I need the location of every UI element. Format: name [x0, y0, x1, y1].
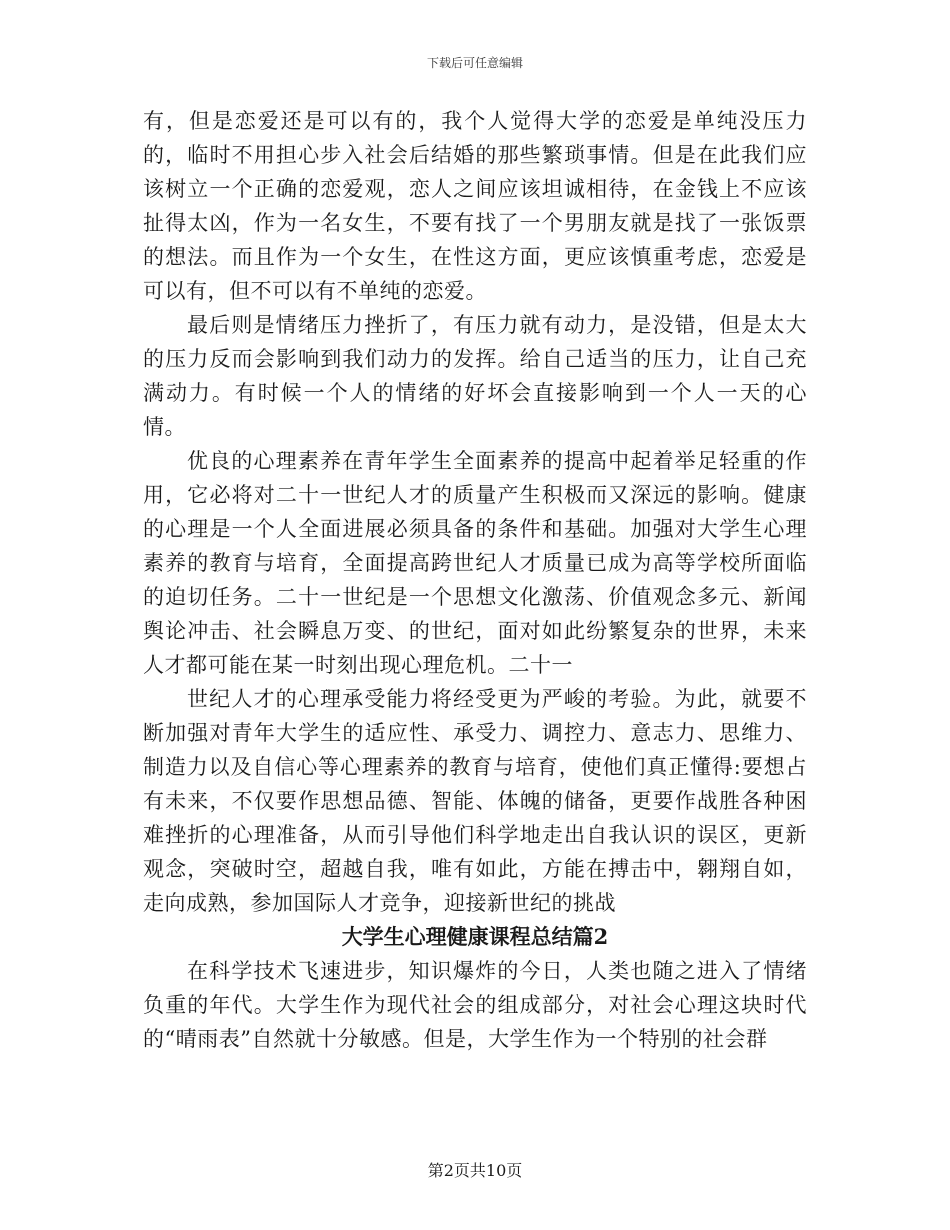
paragraph-love: 有，但是恋爱还是可以有的，我个人觉得大学的恋爱是单纯没压力的，临时不用担心步入社会后结婚的那些繁琐事情。但是在此我们应该树立一个正确的恋爱观，恋人之间应该坦诚相待，在金钱上不应该扯得太凶，作为一名女生，不要有找了一个男朋友就是找了一张饭票的想法。而且作为一个女生，在性这方面，更应该慎重考虑，恋爱是可以有，但不可以有不单纯的恋爱。 [143, 109, 807, 303]
section-title: 大学生心理健康课程总结篇2 [341, 924, 609, 949]
paragraph-century-talent: 世纪人才的心理承受能力将经受更为严峻的考验。为此，就要不断加强对青年大学生的适应性、承受力、调控力、意志力、思维力、制造力以及自信心等心理素养的教育与培育，使他们真正懂得:要想占有未来，不仅要作思想品德、智能、体魄的储备，更要作战胜各种困难挫折的心理准备，从而引导他们科学地走出自我认识的误区，更新观念，突破时空，超越自我，唯有如此，方能在搏击中，翱翔自如，走向成熟，参加国际人才竞争，迎接新世纪的挑战 [143, 687, 807, 915]
paragraph-emotional-pressure: 最后则是情绪压力挫折了，有压力就有动力，是没错，但是太大的压力反而会影响到我们动力的发挥。给自己适当的压力，让自己充满动力。有时候一个人的情绪的好坏会直接影响到一个人一天的心情。 [143, 313, 807, 439]
page-header: 下载后可任意编辑 [426, 56, 523, 70]
paragraph-psychological-quality: 优良的心理素养在青年学生全面素养的提高中起着举足轻重的作用，它必将对二十一世纪人才的质量产生积极而又深远的影响。健康的心理是一个人全面进展必须具备的条件和基础。加强对大学生心理素养的教育与培育，全面提高跨世纪人才质量已成为高等学校所面临的迫切任务。二十一世纪是一个思想文化激荡、价值观念多元、新闻舆论冲击、社会瞬息万变、的世纪，面对如此纷繁复杂的世界，未来人才都可能在某一时刻出现心理危机。二十一 [143, 449, 807, 677]
page-number: 第2页共10页 [427, 1161, 523, 1180]
paragraph-section-intro: 在科学技术飞速进步，知识爆炸的今日，人类也随之进入了情绪负重的年代。大学生作为现代社会的组成部分，对社会心理这块时代的“晴雨表”自然就十分敏感。但是，大学生作为一个特别的社会群 [143, 959, 807, 1051]
document-body [143, 104, 807, 1056]
